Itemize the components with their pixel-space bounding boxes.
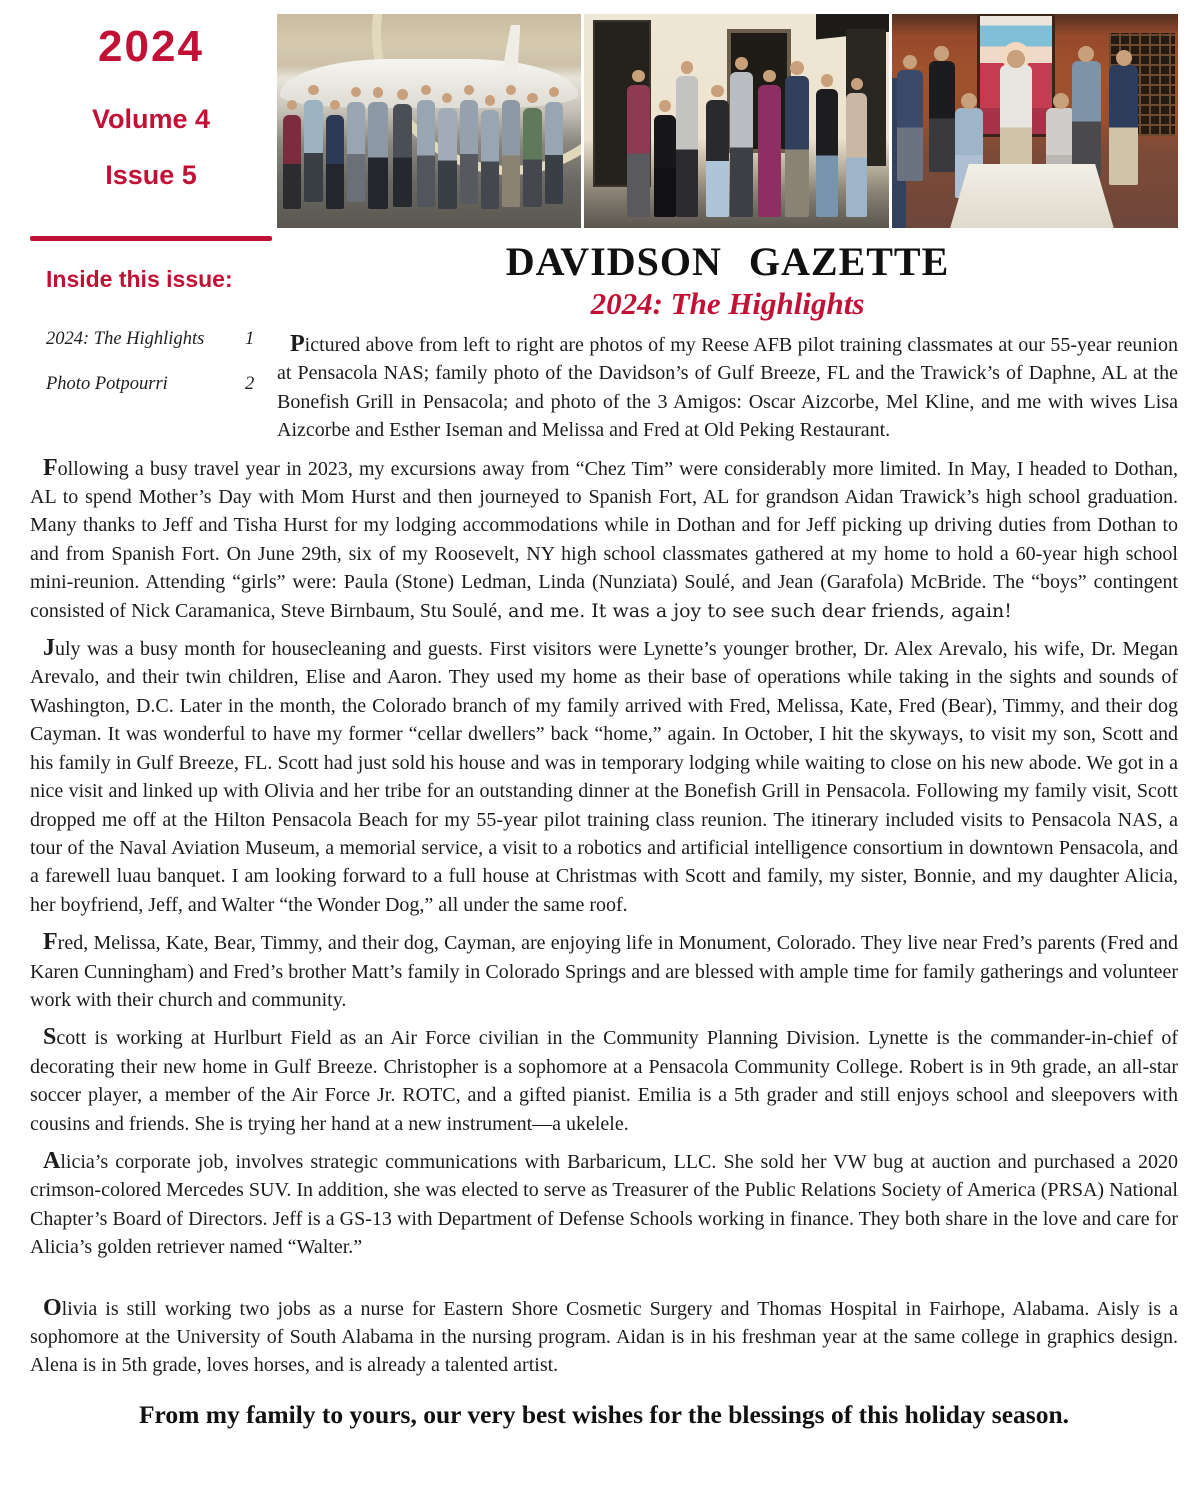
paragraph-initial: J [43,635,55,662]
paragraph-july-guests [30,634,1178,919]
figure [758,85,781,218]
figure [283,115,301,209]
figure [846,93,867,217]
figure [417,100,435,207]
paragraph-travel-year [30,454,1178,625]
figure [460,100,478,205]
toc-item[interactable] [46,374,271,395]
figure [897,70,923,181]
issue-block [30,14,272,191]
paragraph-text: cott is working at Hurlburt Field as an Air Force civilian in the Community Planning Division. Lynette is the commander-in-chief of decorating their new home in Gulf Breeze. Christopher is a sophomore at a Pensacola Community College. Robert is in 9th grade, an all-star soccer player, a member of the Air Force Jr. ROTC, and a gifted pianist. Emilia is a 5th grader and still enjoys school and sleepovers with cousins and friends. She is trying her hand at a new instrument—a ukelele. [30,1027,1178,1135]
masthead-volume: Volume 4 [91,104,211,134]
figure [676,76,699,217]
figure [347,102,365,203]
toc-item[interactable] [46,329,271,350]
toc [30,238,277,436]
photo-family-bonefish-grill [584,14,888,228]
masthead-year: 2024 [98,22,204,71]
paragraph-olivia [30,1294,1178,1380]
figure [304,100,322,203]
figure [393,104,412,207]
toc-item-label[interactable]: Photo Potpourri [46,374,168,394]
photo-strip [277,14,1178,228]
figure [730,72,753,218]
paragraph-initial: O [43,1294,62,1321]
toc-item-page: 2 [245,374,255,394]
figure [627,85,650,218]
paragraph-initial: A [43,1147,61,1174]
paragraph-initial: F [43,929,58,956]
toc-item-page: 1 [245,329,255,349]
paragraph-text: licia’s corporate job, involves strategic communications with Barbaricum, LLC. She sold her VW bug at auction and purchased a 2020 crimson-colored Mercedes SUV. In addition, she was elected to serve as Treasurer of the Public Relations Society of America (PRSA) National Chapter’s Board of Directors. Jeff is a GS-13 with Department of Defense Schools working in finance. They both share in the love and care for Alicia’s golden retriever named “Walter.” [30,1150,1178,1259]
paragraph-initial: S [43,1024,57,1051]
figure [654,115,675,218]
paragraph-text: ictured above from left to right are photos of my Reese AFB pilot training classmates at our 55-year reunion at Pensacola NAS; family photo of the Davidson’s of Gulf Breeze, FL and the Trawick’s of Daphne, AL at the Bonefish Grill in Pensacola; and photo of the 3 Amigos: Oscar Aizcorbe, Mel Kline, and me with wives Lisa Aizcorbe and Esther Iseman and Melissa and Fred at Old Peking Restaurant. [277,334,1178,442]
paragraph-alicia [30,1147,1178,1262]
figure [816,89,839,217]
figure [368,102,387,209]
figure [1109,65,1138,185]
figure [1072,61,1101,177]
paragraph-text: red, Melissa, Kate, Bear, Timmy, and their dog, Cayman, are enjoying life in Monument, Colorado. They live near Fred’s parents (Fred and Karen Cunningham) and Fred’s brother Matt’s family in Colorado Springs and are blessed with ample time for family gatherings and volunteer work with their church and community. [30,932,1178,1011]
figure [326,115,344,209]
toc-item-label[interactable]: 2024: The Highlights [46,329,205,349]
newsletter-body [30,238,1178,1430]
paragraph-text: ollowing a busy travel year in 2023, my excursions away from “Chez Tim” were considerably more limited. In May, I headed to Dothan, AL to spend Mother’s Day with Mom Hurst and then journeyed to Spanish Fort, AL for grandson Aidan Trawick’s high school graduation. Many thanks to Jeff and Tisha Hurst for my lodging accommodations while in Dothan and for Jeff picking up driving duties from Dothan to and from Spanish Fort. On June 29th, six of my Roosevelt, NY high school classmates gathered at my home to hold a 60-year high school mini-reunion. Attending “girls” were: Paula (Stone) Ledman, Linda (Nunziata) Soulé, and Jean (Garafola) McBride. The “boys” contingent consisted of Nick Caramanica, Steve Birnbaum, Stu Soulé, [30,457,1178,622]
paragraph-initial: P [290,331,305,357]
masthead-issue: Issue 5 [105,160,197,190]
figure [502,100,520,207]
paragraph-text: livia is still working two jobs as a nurse for Eastern Shore Cosmetic Surgery and Thomas Hospital in Fairhope, Alabama. Aisly is a sophomore at the University of South Alabama in the nursing program. Aidan is in his freshman year at the same college in graphics design. Alena is in 5th grade, loves horses, and is already a talented artist. [30,1297,1178,1377]
figure [545,102,563,205]
paragraph-fred-family [30,928,1178,1014]
newsletter-title: DAVIDSON GAZETTE [505,239,950,284]
newsletter-subtitle: 2024: The Highlights [590,286,865,321]
photo-pilot-reunion-classmates [277,14,581,228]
paragraph-text: uly was a busy month for housecleaning and guests. First visitors were Lynette’s younger brother, Dr. Alex Arevalo, his wife, Dr. Megan Arevalo, and their twin children, Elise and Aaron. They used my home as their base of operations while taking in the sights and sounds of Washington, D.C. Later in the month, the Colorado branch of my family arrived with Fred, Melissa, Kate, Fred (Bear), Timmy, and their dog Cayman. It was wonderful to have my former “cellar dwellers” back “home,” again. In October, I hit the skyways, to visit my son, Scott and his family in Gulf Breeze, FL. Scott had just sold his house and was in temporary lodging while waiting to close on his new abode. We got in a nice visit and linked up with Olivia and her tribe for an outstanding dinner at the Bonefish Grill in Pensacola. Following my family visit, Scott dropped me off at the Hilton Pensacola Beach for my 55-year pilot training class reunion. The itinerary included visits to Pensacola NAS, a tour of the Naval Aviation Museum, a memorial service, a visit to a robotics and artificial intelligence consortium in downtown Pensacola, and a farewell luau banquet. I am looking forward to a full house at Christmas with Scott and family, my sister, Bonnie, and my daughter Alicia, her boyfriend, Jeff, and Walter “the Wonder Dog,” all under the same roof. [30,638,1178,916]
table-shape [949,164,1115,228]
masthead [0,0,1200,238]
figure [523,108,541,206]
paragraph-scott-family [30,1023,1178,1138]
photo-old-peking-restaurant [892,14,1178,228]
figure [438,108,456,209]
figure [706,100,729,218]
toc-heading: Inside this issue: [46,266,233,292]
figure [929,61,955,172]
paragraph-initial: F [43,454,58,481]
closing-message: From my family to yours, our very best wishes for the blessings of this holiday season. [138,1399,1070,1429]
figure [481,110,499,208]
paragraph-text-alt: and me. It was a joy to see such dear friends, again! [502,599,1012,622]
figure [785,76,809,217]
